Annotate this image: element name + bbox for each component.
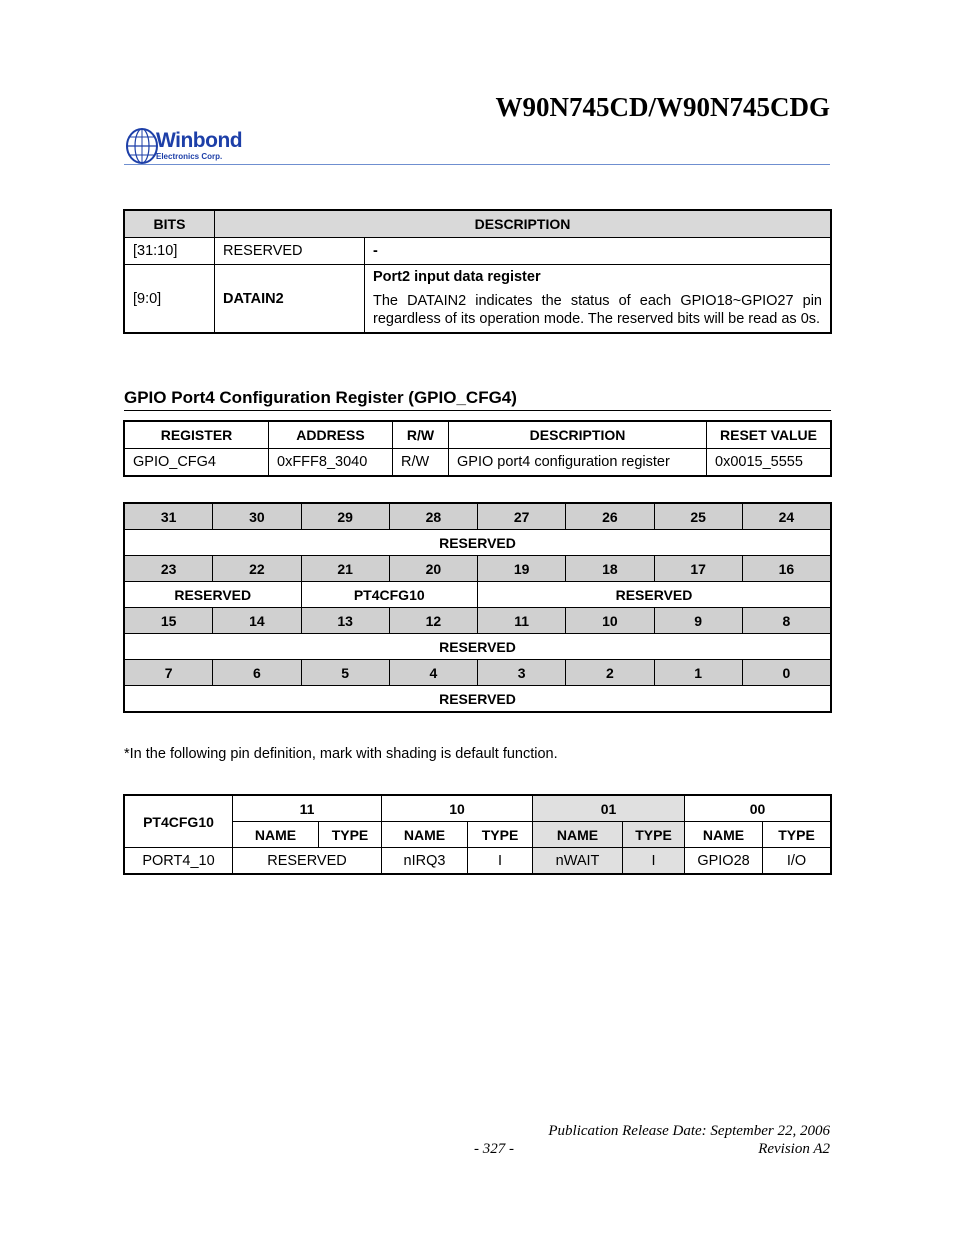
bit-number: 15 (125, 608, 213, 634)
bit-field-row (125, 582, 831, 608)
code-header-11: 11 (233, 796, 382, 822)
address-header: ADDRESS (269, 422, 393, 449)
description-header: DESCRIPTION (215, 211, 831, 238)
bit-field: RESERVED (125, 634, 831, 660)
pin-definition-table (124, 795, 831, 874)
bit-number: 29 (301, 504, 389, 530)
bit-number: 1 (654, 660, 742, 686)
page-number: - 327 - (474, 1141, 514, 1157)
description-cell: - (365, 238, 831, 265)
bit-number: 7 (125, 660, 213, 686)
description-text: The DATAIN2 indicates the status of each GPIO18~GPIO27 pin regardless of its operation mode. The reserved bits will be read as 0s. (373, 293, 822, 327)
header-rule (124, 164, 830, 165)
function-01-name: nWAIT (533, 848, 623, 874)
type-header: TYPE (763, 822, 831, 848)
logo-wordmark (156, 129, 242, 153)
description-cell (365, 265, 831, 333)
bit-field-row (125, 686, 831, 712)
bit-number: 10 (566, 608, 654, 634)
function-00-name: GPIO28 (685, 848, 763, 874)
bit-number-row (125, 504, 831, 530)
table-row (125, 449, 831, 476)
name-header: NAME (685, 822, 763, 848)
name-header: NAME (533, 822, 623, 848)
bit-map-table (124, 503, 831, 712)
bits-description-table (124, 210, 831, 333)
description-title: Port2 input data register (373, 269, 541, 285)
bit-number: 8 (742, 608, 830, 634)
code-header-00: 00 (685, 796, 831, 822)
bit-number: 19 (478, 556, 566, 582)
revision: Revision A2 (758, 1141, 830, 1157)
bit-number: 26 (566, 504, 654, 530)
bit-number: 24 (742, 504, 830, 530)
bit-field: RESERVED (125, 530, 831, 556)
bits-cell: [31:10] (125, 238, 215, 265)
reset-value-cell: 0x0015_5555 (707, 449, 831, 476)
bit-number-row (125, 660, 831, 686)
bit-number: 28 (389, 504, 477, 530)
pin-cell: PORT4_10 (125, 848, 233, 874)
bits-cell: [9:0] (125, 265, 215, 333)
bit-number: 17 (654, 556, 742, 582)
release-date: Publication Release Date: September 22, 2006 (548, 1123, 830, 1139)
rw-cell: R/W (393, 449, 449, 476)
document-title: W90N745CD/W90N745CDG (495, 92, 830, 122)
logo-word-rest: inbond (175, 129, 243, 152)
register-table (124, 421, 831, 476)
table-row (125, 265, 831, 333)
bit-number: 13 (301, 608, 389, 634)
shading-note: *In the following pin definition, mark with shading is default function. (124, 746, 558, 762)
address-cell: 0xFFF8_3040 (269, 449, 393, 476)
name-header: NAME (382, 822, 468, 848)
function-01-type: I (623, 848, 685, 874)
bit-number: 27 (478, 504, 566, 530)
description-header: DESCRIPTION (449, 422, 707, 449)
table-row (125, 238, 831, 265)
section-title: GPIO Port4 Configuration Register (GPIO_CFG4) (124, 388, 517, 407)
bit-number: 0 (742, 660, 830, 686)
bit-number: 12 (389, 608, 477, 634)
bit-number: 4 (389, 660, 477, 686)
bit-number: 6 (213, 660, 301, 686)
bit-number: 18 (566, 556, 654, 582)
register-cell: GPIO_CFG4 (125, 449, 269, 476)
name-header: NAME (233, 822, 319, 848)
bit-number-row (125, 608, 831, 634)
bit-number: 30 (213, 504, 301, 530)
register-header: REGISTER (125, 422, 269, 449)
bit-field-row (125, 530, 831, 556)
bit-number: 5 (301, 660, 389, 686)
field-name-cell: RESERVED (215, 238, 365, 265)
field-name-header: PT4CFG10 (125, 796, 233, 848)
bits-header: BITS (125, 211, 215, 238)
function-10-type: I (468, 848, 533, 874)
bit-field-row (125, 634, 831, 660)
bit-field: RESERVED (478, 582, 831, 608)
type-header: TYPE (623, 822, 685, 848)
code-header-10: 10 (382, 796, 533, 822)
logo-subtitle: Electronics Corp. (156, 152, 223, 161)
section-rule (124, 410, 831, 411)
field-name-cell: DATAIN2 (215, 265, 365, 333)
function-10-name: nIRQ3 (382, 848, 468, 874)
logo-initial: W (156, 129, 176, 152)
bit-field: RESERVED (125, 686, 831, 712)
function-00-type: I/O (763, 848, 831, 874)
type-header: TYPE (319, 822, 382, 848)
function-11-cell: RESERVED (233, 848, 382, 874)
bit-number: 22 (213, 556, 301, 582)
bit-number: 11 (478, 608, 566, 634)
rw-header: R/W (393, 422, 449, 449)
bit-field: PT4CFG10 (301, 582, 478, 608)
bit-number-row (125, 556, 831, 582)
bit-number: 14 (213, 608, 301, 634)
code-header-01: 01 (533, 796, 685, 822)
globe-icon (126, 126, 160, 166)
table-row (125, 848, 831, 874)
bit-number: 21 (301, 556, 389, 582)
bit-number: 23 (125, 556, 213, 582)
bit-number: 3 (478, 660, 566, 686)
bit-number: 20 (389, 556, 477, 582)
bit-number: 9 (654, 608, 742, 634)
type-header: TYPE (468, 822, 533, 848)
reset-value-header: RESET VALUE (707, 422, 831, 449)
bit-number: 25 (654, 504, 742, 530)
bit-number: 31 (125, 504, 213, 530)
bit-number: 2 (566, 660, 654, 686)
bit-number: 16 (742, 556, 830, 582)
bit-field: RESERVED (125, 582, 302, 608)
description-cell: GPIO port4 configuration register (449, 449, 707, 476)
winbond-logo (126, 126, 256, 166)
